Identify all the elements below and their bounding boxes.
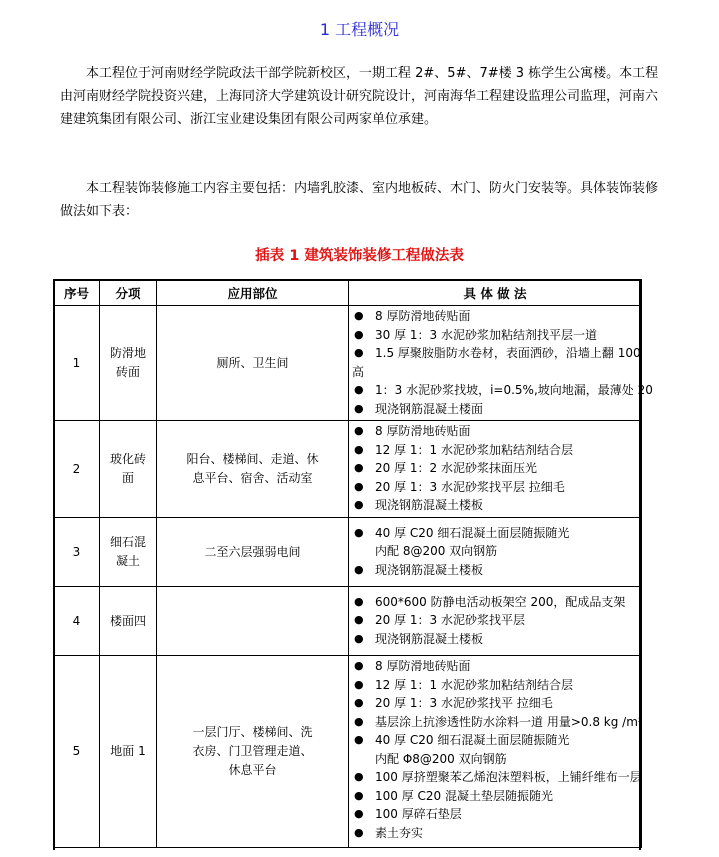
list-item <box>352 422 639 441</box>
table-row <box>54 656 642 848</box>
bullet-icon: ● <box>354 714 364 728</box>
method-text: 20 厚 1：3 水泥砂浆找平 拉细毛 <box>375 696 553 710</box>
header-item: 分项 <box>100 280 157 306</box>
list-item <box>352 400 639 419</box>
list-item <box>352 657 639 676</box>
bullet-icon: ● <box>354 479 364 493</box>
bullet-icon: ● <box>354 525 364 539</box>
method-text: 100 厚挤塑聚苯乙烯泡沫塑料板，上铺纤维布一层 <box>375 770 642 784</box>
list-item <box>352 593 639 612</box>
cell-method <box>349 587 642 656</box>
cell-item: 楼面四 <box>100 587 157 656</box>
cell-item-text: 细石混凝土 <box>109 535 146 568</box>
cell-location <box>157 656 349 848</box>
list-item <box>352 381 653 400</box>
method-text: 8 厚防滑地砖贴面 <box>375 659 471 673</box>
bullet-icon: ● <box>354 461 364 474</box>
method-text: 现浇钢筋混凝土楼板 <box>375 631 484 646</box>
bullet-icon: ● <box>354 807 364 820</box>
bullet-icon: ● <box>354 631 364 645</box>
paragraph-project-intro-text: 本工程位于河南财经学院政法干部学院新校区，一期工程 2#、5#、7#楼 3 栋学生公寓楼。本工程由河南财经学院投资兴建，上海同济大学建筑设计研究院设计，河南海华工程建设监理公司监理，河南六建建筑集团有限公司、浙江宝业建设集团有限公司两家单位承建。 <box>60 66 659 127</box>
method-text: 100 厚碎石垫层 <box>375 807 462 821</box>
bullet-icon: ● <box>354 309 364 322</box>
method-text: 1：3 水泥砂浆找坡，i=0.5%,坡向地漏，最薄处 20 <box>375 383 653 397</box>
bullet-icon: ● <box>354 613 364 627</box>
bullet-icon: ● <box>354 401 364 415</box>
table-row <box>54 518 642 587</box>
bullet-icon: ● <box>354 594 364 608</box>
cell-method <box>349 421 642 518</box>
paragraph-project-intro <box>60 62 660 131</box>
method-text: 1.5 厚聚胺脂防水卷材，表面洒砂，沿墙上翻 100 <box>375 346 641 360</box>
cell-item <box>100 518 157 587</box>
cell-no: 2 <box>54 421 100 518</box>
cell-method <box>349 518 642 587</box>
list-item <box>352 630 639 649</box>
method-text: 现浇钢筋混凝土楼板 <box>375 562 484 577</box>
method-text: 现浇钢筋混凝土楼板 <box>375 498 484 512</box>
bullet-icon: ● <box>354 825 364 839</box>
list-item <box>352 731 639 750</box>
table-header-row <box>54 280 642 306</box>
method-text: 20 厚 1：2 水泥砂浆抹面压光 <box>375 461 537 475</box>
bullet-icon: ● <box>354 696 364 709</box>
list-item <box>352 676 639 695</box>
method-text: 素土夯实 <box>375 825 424 840</box>
cell-item-text: 防滑地砖面 <box>109 346 146 379</box>
cell-location: 二至六层强弱电间 <box>157 518 349 587</box>
list-item <box>352 561 639 580</box>
cell-no: 3 <box>54 518 100 587</box>
method-text: 20 厚 1：3 水泥砂浆找平层 拉细毛 <box>375 479 565 494</box>
method-text: 8 厚防滑地砖贴面 <box>375 424 471 438</box>
cell-item-text: 玻化砖面 <box>109 452 146 485</box>
method-text-continued: 高 <box>352 364 365 379</box>
list-item <box>352 805 639 824</box>
method-text: 40 厚 C20 细石混凝土面层随振随光 <box>375 525 570 540</box>
cell-location: 厕所、卫生间 <box>157 306 349 421</box>
list-item <box>352 478 639 497</box>
cell-item <box>100 421 157 518</box>
list-item <box>352 344 639 363</box>
cell-item: 地面 1 <box>100 656 157 848</box>
table-row <box>54 306 642 421</box>
method-text: 30 厚 1：3 水泥砂浆加粘结剂找平层一道 <box>375 327 597 342</box>
bullet-icon: ● <box>354 770 364 783</box>
bullet-icon: ● <box>354 424 364 437</box>
cell-method <box>349 306 653 421</box>
method-text: 12 厚 1：1 水泥砂浆加粘结剂结合层 <box>375 677 573 692</box>
bullet-icon: ● <box>354 788 364 802</box>
table-caption: 插表 1 建筑装饰装修工程做法表 <box>255 248 464 264</box>
method-text: 20 厚 1：3 水泥砂浆找平层 <box>375 613 525 628</box>
bullet-icon: ● <box>354 383 364 396</box>
method-text: 12 厚 1：1 水泥砂浆加粘结剂结合层 <box>375 442 573 457</box>
cell-no: 1 <box>54 306 100 421</box>
cell-location-text: 阳台、楼梯间、走道、休息平台、宿舍、活动室 <box>186 452 319 485</box>
bullet-icon: ● <box>354 733 364 746</box>
header-no: 序号 <box>54 280 100 306</box>
header-location: 应用部位 <box>157 280 349 306</box>
method-text: 600*600 防静电活动板架空 200，配成品支架 <box>375 594 626 609</box>
bullet-icon: ● <box>354 659 364 672</box>
method-text: 现浇钢筋混凝土楼面 <box>375 401 484 416</box>
list-item <box>352 496 639 515</box>
paragraph-decoration-scope-text: 本工程装饰装修施工内容主要包括：内墙乳胶漆、室内地板砖、木门、防火门安装等。具体装饰装修做法如下表： <box>60 181 659 219</box>
cell-no: 5 <box>54 656 100 848</box>
cell-location <box>157 587 349 656</box>
list-item <box>352 824 639 843</box>
list-item <box>352 441 639 460</box>
cell-item <box>100 306 157 421</box>
bullet-icon: ● <box>354 442 364 456</box>
method-text: 40 厚 C20 细石混凝土面层随振随光 <box>375 733 570 747</box>
cell-location <box>157 421 349 518</box>
list-item <box>352 524 639 543</box>
list-item <box>352 768 642 787</box>
header-method: 具 体 做 法 <box>349 280 642 306</box>
bullet-icon: ● <box>354 562 364 576</box>
table-row <box>54 587 642 656</box>
cell-location-text: 一层门厅、楼梯间、洗衣房、门卫管理走道、休息平台 <box>192 725 313 777</box>
list-item <box>352 611 639 630</box>
bullet-icon: ● <box>354 327 364 341</box>
bullet-icon: ● <box>354 498 364 511</box>
table-row <box>54 421 642 518</box>
list-item <box>352 694 639 713</box>
paragraph-decoration-scope <box>60 177 660 223</box>
list-item <box>352 787 639 806</box>
section-heading: 1 工程概况 <box>319 20 400 39</box>
bullet-icon: ● <box>354 677 364 691</box>
cell-method <box>349 656 642 848</box>
list-item <box>352 459 639 478</box>
list-item <box>352 307 639 326</box>
cell-no: 4 <box>54 587 100 656</box>
list-item <box>352 713 643 732</box>
method-text: 8 厚防滑地砖贴面 <box>375 309 471 323</box>
list-item <box>352 326 639 345</box>
method-text-continued: 内配 8@200 双向钢筋 <box>375 544 498 559</box>
decoration-spec-table <box>53 279 653 848</box>
method-text: 100 厚 C20 混凝土垫层随振随光 <box>375 788 553 803</box>
method-text-continued: 内配 Φ8@200 双向钢筋 <box>375 751 507 766</box>
bullet-icon: ● <box>354 346 364 359</box>
method-text: 基层涂上抗渗透性防水涂料一道 用量>0.8 kg /m² <box>375 714 643 729</box>
